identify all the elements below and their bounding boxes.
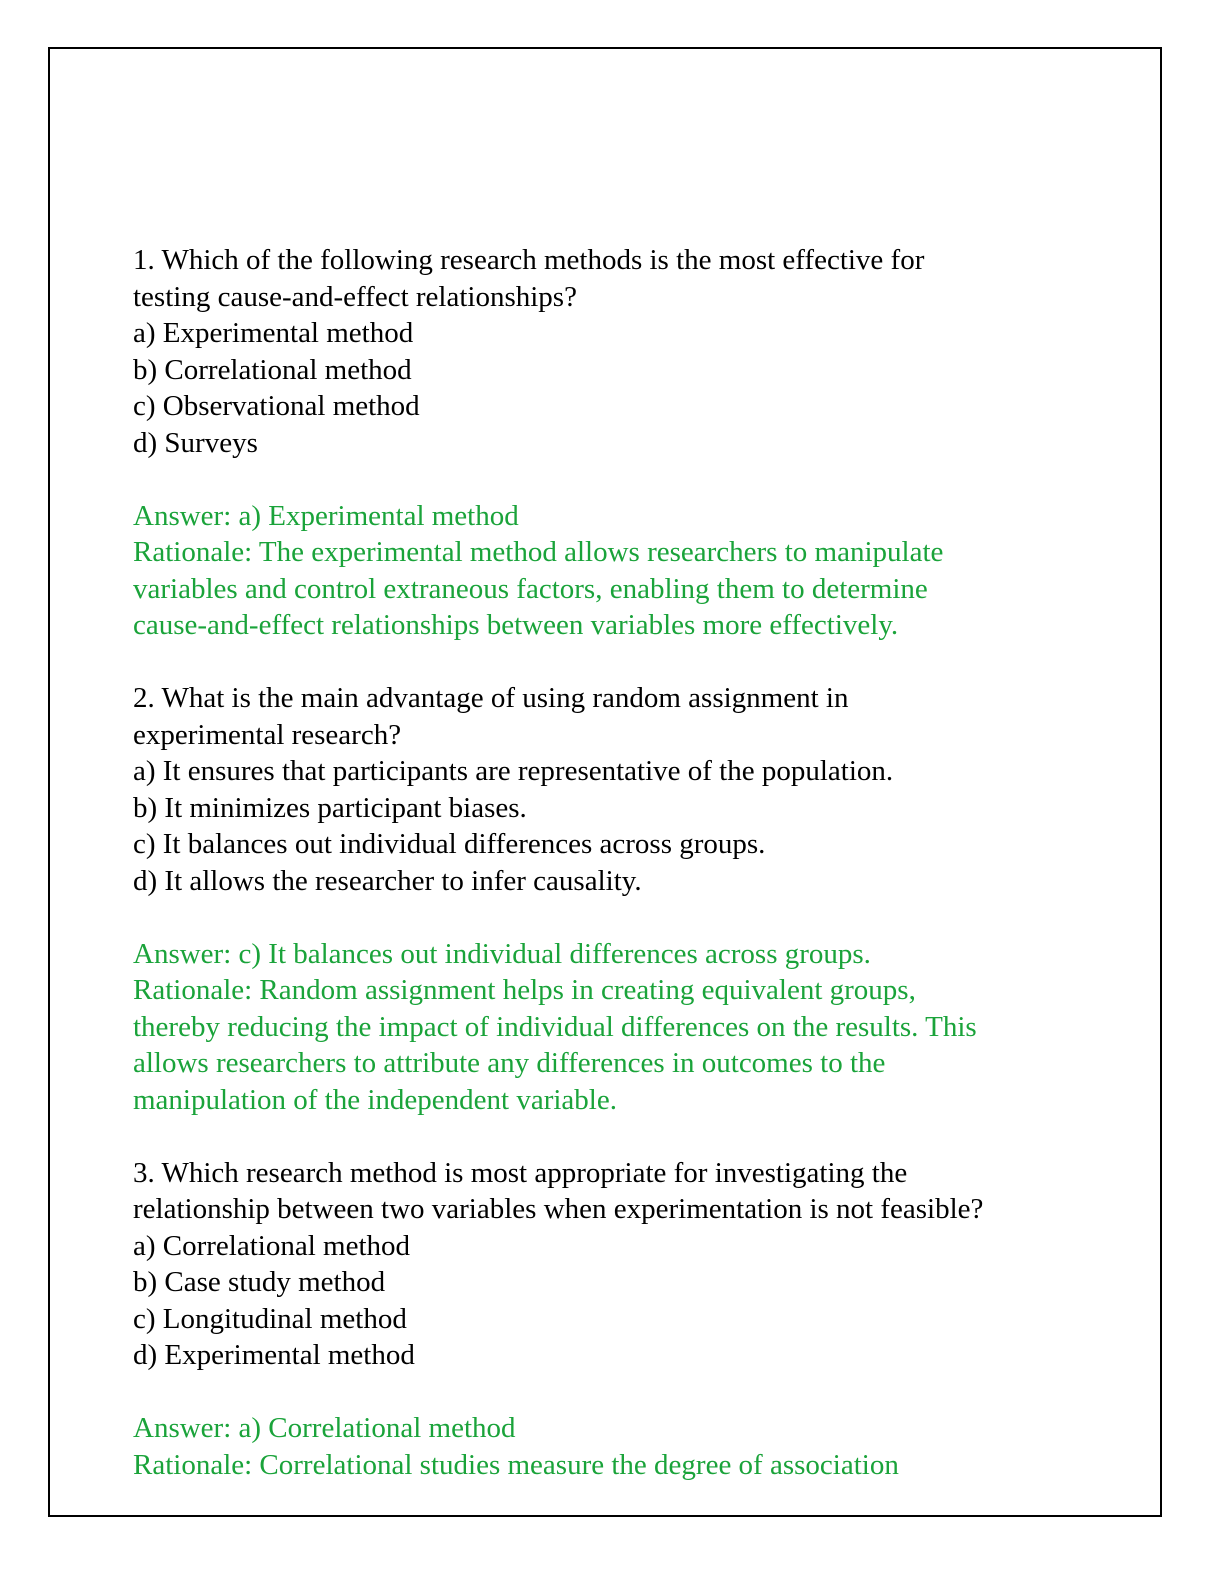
question-3-stem-line-1: 3. Which research method is most appropriate for investigating the xyxy=(133,1156,908,1189)
question-3-stem-line-2: relationship between two variables when experimentation is not feasible? xyxy=(133,1193,984,1225)
question-2-option-a: a) It ensures that participants are representative of the population. xyxy=(133,755,894,787)
answer-1-text: Answer: a) Experimental method xyxy=(133,499,519,532)
rationale-2-line-4: manipulation of the independent variable. xyxy=(133,1083,617,1116)
question-1-option-d: d) Surveys xyxy=(133,426,258,459)
rationale-2-line-2: thereby reducing the impact of individual differences on the results. This xyxy=(133,1010,977,1043)
question-3-option-d: d) Experimental method xyxy=(133,1339,415,1371)
rationale-2-line-1: Rationale: Random assignment helps in creating equivalent groups, xyxy=(133,974,916,1006)
answer-2-text: Answer: c) It balances out individual differences across groups. xyxy=(133,937,871,970)
question-1-stem-line-2: testing cause-and-effect relationships? xyxy=(133,280,577,313)
rationale-2-line-3: allows researchers to attribute any differences in outcomes to the xyxy=(133,1047,886,1079)
question-1-option-c: c) Observational method xyxy=(133,390,420,422)
question-2-stem-line-1: 2. What is the main advantage of using random assignment in xyxy=(133,682,849,714)
answer-3 xyxy=(133,1410,1093,1483)
rationale-3-line-1: Rationale: Correlational studies measure the degree of association xyxy=(133,1448,899,1481)
question-2 xyxy=(133,680,1093,899)
rationale-1-line-1: Rationale: The experimental method allows researchers to manipulate xyxy=(133,536,944,568)
question-1-option-b: b) Correlational method xyxy=(133,353,412,386)
question-2-option-b: b) It minimizes participant biases. xyxy=(133,791,527,824)
spacer xyxy=(133,1118,1093,1155)
answer-2 xyxy=(133,936,1093,1119)
answer-3-text: Answer: a) Correlational method xyxy=(133,1412,516,1444)
question-1-option-a: a) Experimental method xyxy=(133,317,414,349)
rationale-1-line-3: cause-and-effect relationships between variables more effectively. xyxy=(133,609,899,641)
question-3-option-c: c) Longitudinal method xyxy=(133,1302,407,1335)
question-1-stem-line-1: 1. Which of the following research methods is the most effective for xyxy=(133,244,925,276)
rationale-1-line-2: variables and control extraneous factors, enabling them to determine xyxy=(133,572,928,605)
question-2-option-c: c) It balances out individual differences across groups. xyxy=(133,828,766,860)
question-3 xyxy=(133,1155,1093,1374)
answer-1 xyxy=(133,498,1093,644)
spacer xyxy=(133,644,1093,681)
question-2-option-d: d) It allows the researcher to infer causality. xyxy=(133,864,642,897)
question-1 xyxy=(133,242,1093,461)
question-3-option-b: b) Case study method xyxy=(133,1266,386,1298)
document-body xyxy=(133,242,1093,1483)
question-3-option-a: a) Correlational method xyxy=(133,1229,411,1262)
question-2-stem-line-2: experimental research? xyxy=(133,718,402,751)
